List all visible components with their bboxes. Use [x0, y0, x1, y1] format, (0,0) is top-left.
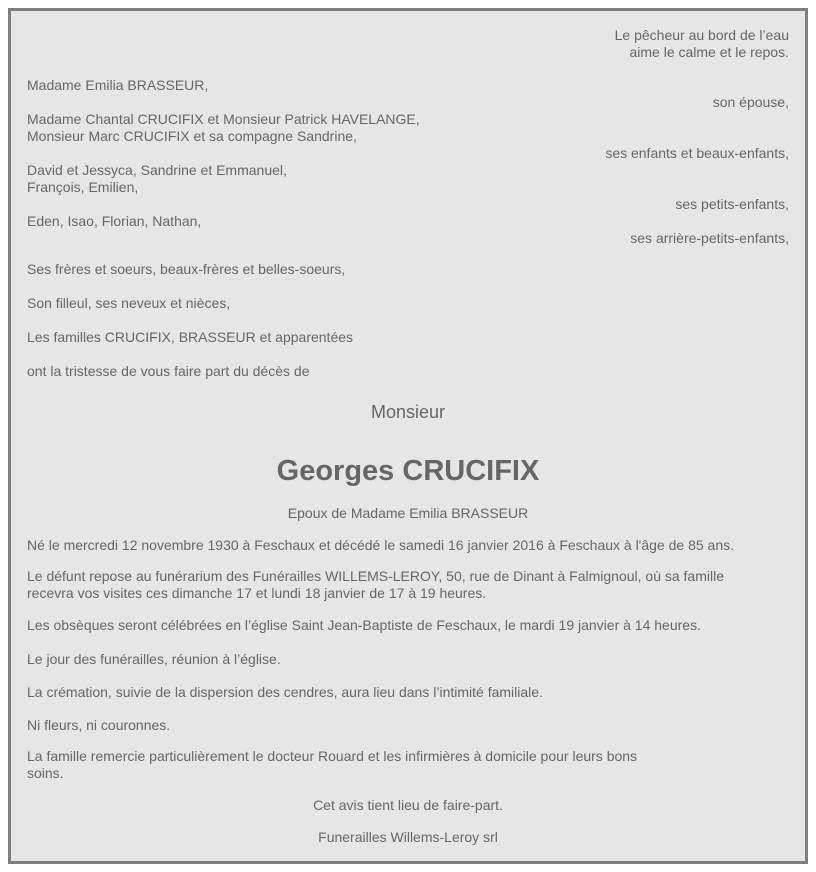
- children-line-1: Madame Chantal CRUCIFIX et Monsieur Patrick HAVELANGE,: [27, 111, 420, 127]
- obituary-notice: [8, 8, 808, 864]
- company-line: Funerailles Willems-Leroy srl: [318, 829, 498, 845]
- cremation-line: La crémation, suivie de la dispersion des cendres, aura lieu dans l’intimité familiale.: [27, 684, 543, 700]
- families-line: Les familles CRUCIFIX, BRASSEUR et apparentées: [27, 329, 354, 345]
- grandchildren-line-1: David et Jessyca, Sandrine et Emmanuel,: [27, 162, 287, 178]
- no-flowers-line: Ni fleurs, ni couronnes.: [27, 717, 171, 733]
- deceased-title: Monsieur: [370, 402, 446, 422]
- great-grandchildren: Eden, Isao, Florian, Nathan,: [27, 213, 202, 229]
- quote-line-2: aime le calme et le repos.: [629, 44, 789, 60]
- spouse-name: Madame Emilia BRASSEUR,: [27, 77, 209, 93]
- spouse-of-line: Epoux de Madame Emilia BRASSEUR: [287, 505, 529, 521]
- children-line-2: Monsieur Marc CRUCIFIX et sa compagne Sandrine,: [27, 128, 357, 144]
- godson-line: Son filleul, ses neveux et nièces,: [27, 295, 231, 311]
- deceased-name: Georges CRUCIFIX: [276, 455, 540, 487]
- great-grandchildren-role: ses arrière-petits-enfants,: [630, 230, 789, 246]
- siblings-line: Ses frères et soeurs, beaux-frères et belles-soeurs,: [27, 261, 346, 277]
- rest-line-1: Le défunt repose au funérarium des Funérailles WILLEMS-LEROY, 50, rue de Dinant à Falmignoul, où sa famille: [27, 568, 724, 584]
- thanks-line-2: soins.: [27, 765, 64, 781]
- children-role: ses enfants et beaux-enfants,: [605, 145, 789, 161]
- thanks-line-1: La famille remercie particulièrement le docteur Rouard et les infirmières à domicile pour leurs bons: [27, 748, 638, 764]
- grandchildren-role: ses petits-enfants,: [675, 196, 789, 212]
- notice-line: Cet avis tient lieu de faire-part.: [313, 797, 503, 813]
- funeral-line: Les obsèques seront célébrées en l’église Saint Jean-Baptiste de Feschaux, le mardi 19 janvier à 14 heures.: [27, 617, 701, 633]
- announcement-line: ont la tristesse de vous faire part du décès de: [27, 363, 310, 379]
- grandchildren-line-2: François, Emilien,: [27, 179, 139, 195]
- quote-line-1: Le pêcheur au bord de l’eau: [614, 27, 789, 43]
- rest-line-2: recevra vos visites ces dimanche 17 et lundi 18 janvier de 17 à 19 heures.: [27, 585, 487, 601]
- spouse-role: son épouse,: [712, 94, 789, 110]
- birth-death-line: Né le mercredi 12 novembre 1930 à Feschaux et décédé le samedi 16 janvier 2016 à Feschaux à l'âge de 85 ans.: [27, 537, 734, 553]
- meeting-line: Le jour des funérailles, réunion à l’église.: [27, 651, 281, 667]
